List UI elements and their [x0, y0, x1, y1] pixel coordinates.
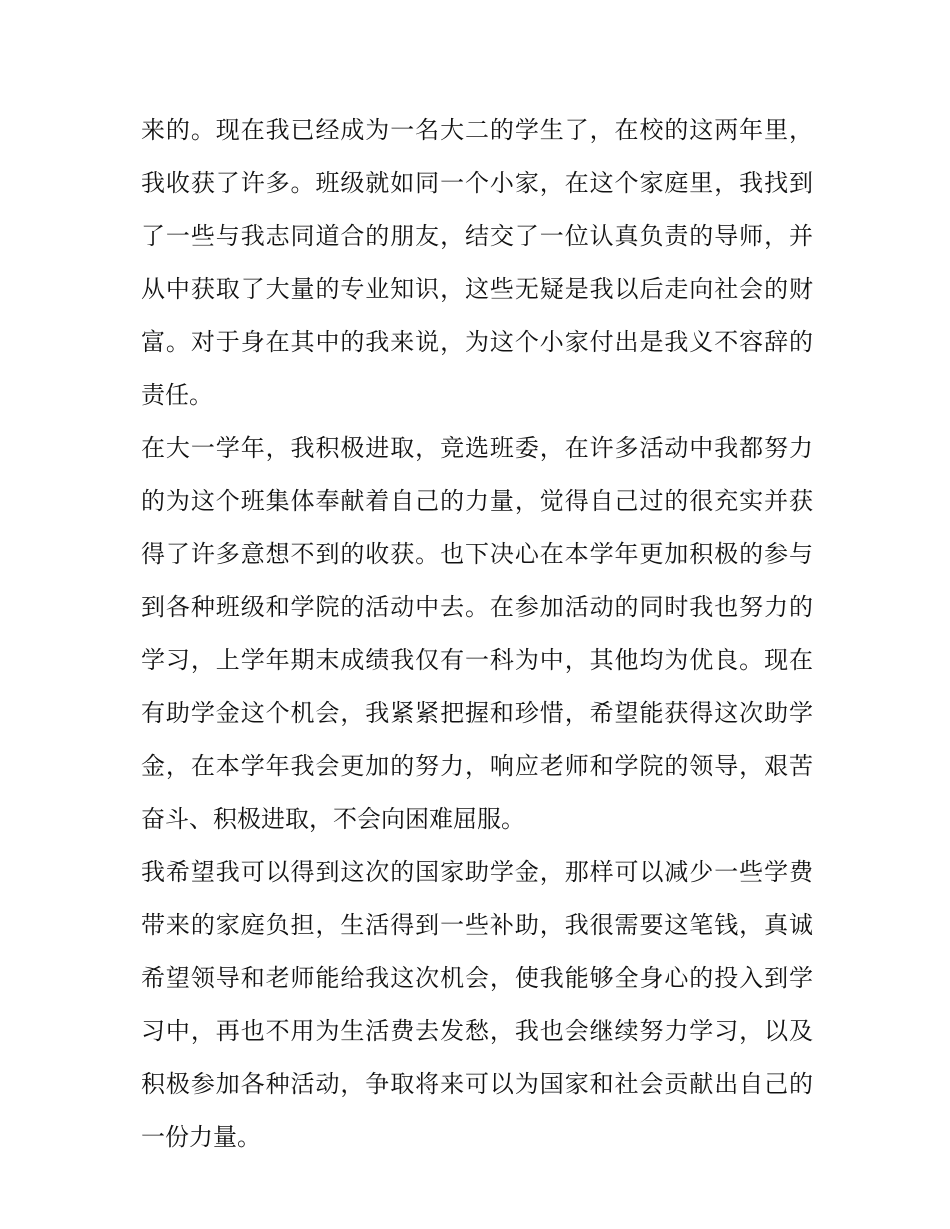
text-line: 有助学金这个机会，我紧紧把握和珍惜，希望能获得这次助学: [141, 699, 813, 727]
document-body: [141, 104, 813, 1164]
text-line: 的为这个班集体奉献着自己的力量，觉得自己过的很充实并获: [141, 487, 813, 515]
paragraph-3: [141, 846, 813, 1164]
text-line: 积极参加各种活动，争取将来可以为国家和社会贡献出自己的: [141, 1070, 813, 1098]
text-line: 奋斗、积极进取，不会向困难屈服。: [141, 805, 525, 833]
text-line: 责任。: [141, 381, 213, 409]
paragraph-2: [141, 422, 813, 846]
text-line: 带来的家庭负担，生活得到一些补助，我很需要这笔钱，真诚: [141, 911, 813, 939]
text-line: 习中，再也不用为生活费去发愁，我也会继续努力学习，以及: [141, 1017, 813, 1045]
text-line: 我收获了许多。班级就如同一个小家，在这个家庭里，我找到: [141, 169, 813, 197]
text-line: 希望领导和老师能给我这次机会，使我能够全身心的投入到学: [141, 964, 813, 992]
text-line: 富。对于身在其中的我来说，为这个小家付出是我义不容辞的: [141, 328, 813, 356]
text-line: 得了许多意想不到的收获。也下决心在本学年更加积极的参与: [141, 540, 813, 568]
text-line: 学习，上学年期末成绩我仅有一科为中，其他均为优良。现在: [141, 646, 813, 674]
text-line: 了一些与我志同道合的朋友，结交了一位认真负责的导师，并: [141, 222, 813, 250]
text-line: 到各种班级和学院的活动中去。在参加活动的同时我也努力的: [141, 593, 813, 621]
text-line: 我希望我可以得到这次的国家助学金，那样可以减少一些学费: [141, 858, 813, 886]
text-line: 从中获取了大量的专业知识，这些无疑是我以后走向社会的财: [141, 275, 813, 303]
paragraph-1: [141, 104, 813, 422]
text-line: 在大一学年，我积极进取，竞选班委，在许多活动中我都努力: [141, 434, 813, 462]
text-line: 金，在本学年我会更加的努力，响应老师和学院的领导，艰苦: [141, 752, 813, 780]
text-line: 一份力量。: [141, 1123, 261, 1151]
text-line: 来的。现在我已经成为一名大二的学生了，在校的这两年里，: [141, 116, 813, 144]
